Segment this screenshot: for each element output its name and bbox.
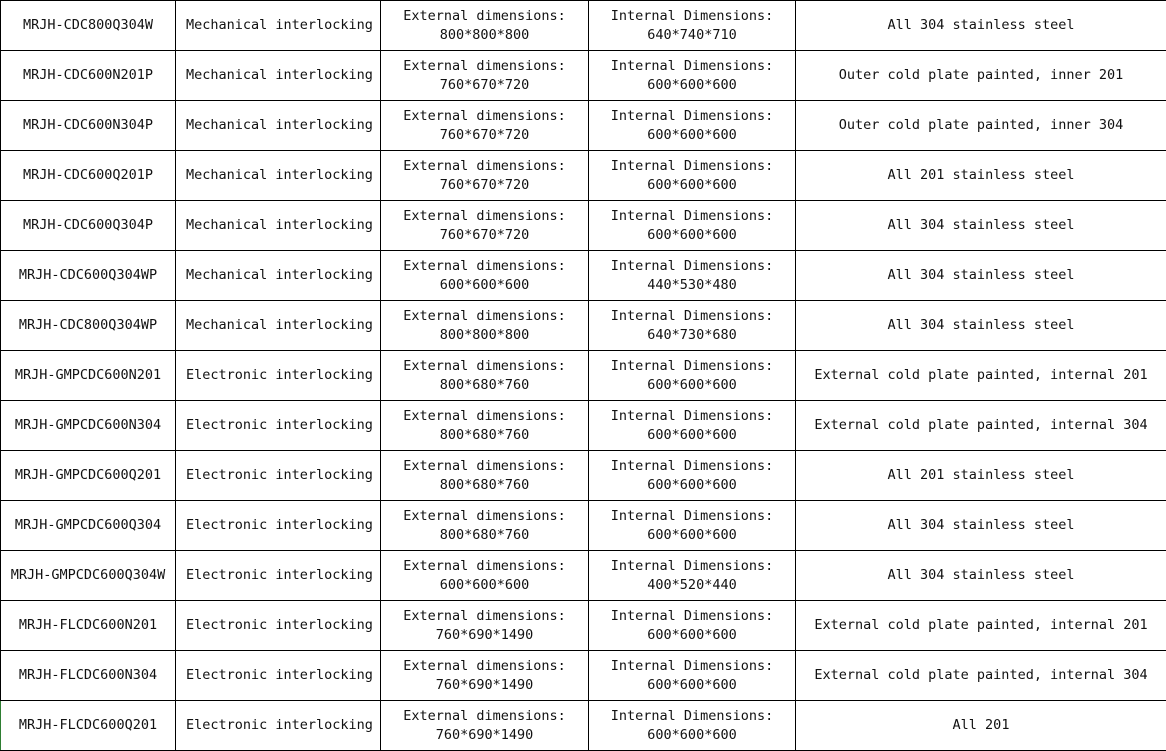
external-dimensions-label: External dimensions: — [403, 107, 566, 124]
external-dimensions-label: External dimensions: — [403, 457, 566, 474]
external-dimensions-cell — [381, 701, 589, 751]
external-dimensions-cell — [381, 451, 589, 501]
table-row — [1, 1, 1166, 51]
internal-dimensions-cell — [589, 201, 796, 251]
model-cell: MRJH-GMPCDC600N304 — [1, 401, 176, 451]
model-cell: MRJH-GMPCDC600N201 — [1, 351, 176, 401]
external-dimensions-label: External dimensions: — [403, 657, 566, 674]
external-dimensions-value: 760*690*1490 — [435, 626, 534, 643]
external-dimensions-label: External dimensions: — [403, 7, 566, 24]
model-cell: MRJH-CDC800Q304W — [1, 1, 176, 51]
material-cell: All 304 stainless steel — [796, 201, 1166, 251]
external-dimensions-label: External dimensions: — [403, 357, 566, 374]
internal-dimensions-value: 640*740*710 — [647, 26, 737, 43]
table-row — [1, 51, 1166, 101]
external-dimensions-value: 800*680*760 — [439, 476, 530, 493]
external-dimensions-value: 600*600*600 — [439, 276, 530, 293]
external-dimensions-cell — [381, 401, 589, 451]
internal-dimensions-cell — [589, 51, 796, 101]
external-dimensions-value: 760*670*720 — [439, 226, 530, 243]
external-dimensions-label: External dimensions: — [403, 157, 566, 174]
table-row — [1, 701, 1166, 751]
external-dimensions-value: 760*690*1490 — [435, 676, 534, 693]
internal-dimensions-label: Internal Dimensions: — [610, 657, 774, 674]
table-row — [1, 351, 1166, 401]
internal-dimensions-label: Internal Dimensions: — [610, 157, 774, 174]
external-dimensions-value: 800*800*800 — [439, 326, 530, 343]
model-cell: MRJH-CDC600Q304P — [1, 201, 176, 251]
model-cell: MRJH-GMPCDC600Q304W — [1, 551, 176, 601]
interlock-cell: Mechanical interlocking — [176, 151, 381, 201]
internal-dimensions-cell — [589, 1, 796, 51]
model-cell: MRJH-FLCDC600N201 — [1, 601, 176, 651]
material-cell: All 304 stainless steel — [796, 501, 1166, 551]
internal-dimensions-value: 600*600*600 — [647, 376, 737, 393]
interlock-cell: Electronic interlocking — [176, 451, 381, 501]
table-row — [1, 301, 1166, 351]
internal-dimensions-value: 600*600*600 — [647, 126, 737, 143]
internal-dimensions-label: Internal Dimensions: — [610, 557, 774, 574]
material-cell: All 304 stainless steel — [796, 251, 1166, 301]
interlock-cell: Mechanical interlocking — [176, 51, 381, 101]
internal-dimensions-value: 600*600*600 — [647, 526, 737, 543]
interlock-cell: Electronic interlocking — [176, 401, 381, 451]
material-cell: Outer cold plate painted, inner 201 — [796, 51, 1166, 101]
interlock-cell: Mechanical interlocking — [176, 251, 381, 301]
material-cell: External cold plate painted, internal 304 — [796, 401, 1166, 451]
external-dimensions-label: External dimensions: — [403, 407, 566, 424]
internal-dimensions-label: Internal Dimensions: — [610, 107, 774, 124]
internal-dimensions-cell — [589, 401, 796, 451]
internal-dimensions-value: 600*600*600 — [647, 176, 737, 193]
internal-dimensions-value: 600*600*600 — [647, 476, 737, 493]
material-cell: All 304 stainless steel — [796, 551, 1166, 601]
external-dimensions-cell — [381, 51, 589, 101]
table-row — [1, 651, 1166, 701]
model-cell: MRJH-CDC600Q201P — [1, 151, 176, 201]
model-cell: MRJH-CDC600Q304WP — [1, 251, 176, 301]
external-dimensions-value: 800*680*760 — [439, 376, 530, 393]
internal-dimensions-label: Internal Dimensions: — [610, 457, 774, 474]
model-cell: MRJH-FLCDC600Q201 — [1, 701, 176, 751]
model-cell: MRJH-CDC600N201P — [1, 51, 176, 101]
internal-dimensions-value: 600*600*600 — [647, 426, 737, 443]
interlock-cell: Mechanical interlocking — [176, 101, 381, 151]
internal-dimensions-cell — [589, 451, 796, 501]
external-dimensions-label: External dimensions: — [403, 307, 566, 324]
internal-dimensions-cell — [589, 701, 796, 751]
table-row — [1, 451, 1166, 501]
material-cell: All 304 stainless steel — [796, 1, 1166, 51]
model-cell: MRJH-GMPCDC600Q201 — [1, 451, 176, 501]
internal-dimensions-cell — [589, 651, 796, 701]
external-dimensions-cell — [381, 151, 589, 201]
internal-dimensions-cell — [589, 101, 796, 151]
external-dimensions-value: 800*680*760 — [439, 526, 530, 543]
external-dimensions-label: External dimensions: — [403, 257, 566, 274]
table-row — [1, 551, 1166, 601]
internal-dimensions-label: Internal Dimensions: — [610, 407, 774, 424]
external-dimensions-label: External dimensions: — [403, 607, 566, 624]
model-cell: MRJH-GMPCDC600Q304 — [1, 501, 176, 551]
external-dimensions-cell — [381, 101, 589, 151]
external-dimensions-cell — [381, 301, 589, 351]
table-row — [1, 251, 1166, 301]
internal-dimensions-value: 440*530*480 — [647, 276, 737, 293]
interlock-cell: Mechanical interlocking — [176, 301, 381, 351]
model-cell: MRJH-CDC800Q304WP — [1, 301, 176, 351]
interlock-cell: Electronic interlocking — [176, 501, 381, 551]
interlock-cell: Electronic interlocking — [176, 651, 381, 701]
table-row — [1, 601, 1166, 651]
table-row — [1, 151, 1166, 201]
material-cell: External cold plate painted, internal 201 — [796, 351, 1166, 401]
external-dimensions-label: External dimensions: — [403, 507, 566, 524]
material-cell: All 201 stainless steel — [796, 151, 1166, 201]
internal-dimensions-label: Internal Dimensions: — [610, 507, 774, 524]
interlock-cell: Electronic interlocking — [176, 601, 381, 651]
internal-dimensions-value: 600*600*600 — [647, 676, 737, 693]
internal-dimensions-label: Internal Dimensions: — [610, 57, 774, 74]
internal-dimensions-value: 600*600*600 — [647, 726, 737, 743]
external-dimensions-label: External dimensions: — [403, 707, 566, 724]
internal-dimensions-cell — [589, 301, 796, 351]
material-cell: External cold plate painted, internal 304 — [796, 651, 1166, 701]
external-dimensions-label: External dimensions: — [403, 207, 566, 224]
material-cell: All 201 stainless steel — [796, 451, 1166, 501]
internal-dimensions-label: Internal Dimensions: — [610, 207, 774, 224]
internal-dimensions-label: Internal Dimensions: — [610, 257, 774, 274]
internal-dimensions-value: 600*600*600 — [647, 626, 737, 643]
table-row — [1, 401, 1166, 451]
table-row — [1, 201, 1166, 251]
table-row — [1, 501, 1166, 551]
model-cell: MRJH-FLCDC600N304 — [1, 651, 176, 701]
material-cell: All 304 stainless steel — [796, 301, 1166, 351]
internal-dimensions-cell — [589, 501, 796, 551]
model-cell: MRJH-CDC600N304P — [1, 101, 176, 151]
internal-dimensions-value: 600*600*600 — [647, 76, 737, 93]
internal-dimensions-cell — [589, 151, 796, 201]
external-dimensions-label: External dimensions: — [403, 557, 566, 574]
interlock-cell: Mechanical interlocking — [176, 201, 381, 251]
external-dimensions-value: 760*690*1490 — [435, 726, 534, 743]
material-cell: Outer cold plate painted, inner 304 — [796, 101, 1166, 151]
external-dimensions-value: 600*600*600 — [439, 576, 530, 593]
internal-dimensions-cell — [589, 551, 796, 601]
spec-table-body — [1, 1, 1166, 751]
interlock-cell: Mechanical interlocking — [176, 1, 381, 51]
external-dimensions-cell — [381, 501, 589, 551]
internal-dimensions-value: 640*730*680 — [647, 326, 737, 343]
external-dimensions-value: 760*670*720 — [439, 76, 530, 93]
external-dimensions-value: 800*800*800 — [439, 26, 530, 43]
material-cell: All 201 — [796, 701, 1166, 751]
internal-dimensions-label: Internal Dimensions: — [610, 707, 774, 724]
internal-dimensions-cell — [589, 251, 796, 301]
external-dimensions-value: 800*680*760 — [439, 426, 530, 443]
table-row — [1, 101, 1166, 151]
external-dimensions-cell — [381, 551, 589, 601]
internal-dimensions-cell — [589, 351, 796, 401]
internal-dimensions-value: 600*600*600 — [647, 226, 737, 243]
external-dimensions-cell — [381, 201, 589, 251]
external-dimensions-cell — [381, 1, 589, 51]
external-dimensions-value: 760*670*720 — [439, 176, 530, 193]
interlock-cell: Electronic interlocking — [176, 551, 381, 601]
external-dimensions-cell — [381, 601, 589, 651]
material-cell: External cold plate painted, internal 201 — [796, 601, 1166, 651]
external-dimensions-cell — [381, 251, 589, 301]
internal-dimensions-label: Internal Dimensions: — [610, 307, 774, 324]
interlock-cell: Electronic interlocking — [176, 701, 381, 751]
external-dimensions-cell — [381, 351, 589, 401]
internal-dimensions-cell — [589, 601, 796, 651]
external-dimensions-label: External dimensions: — [403, 57, 566, 74]
external-dimensions-value: 760*670*720 — [439, 126, 530, 143]
interlock-cell: Electronic interlocking — [176, 351, 381, 401]
internal-dimensions-label: Internal Dimensions: — [610, 357, 774, 374]
internal-dimensions-label: Internal Dimensions: — [610, 607, 774, 624]
internal-dimensions-value: 400*520*440 — [647, 576, 737, 593]
internal-dimensions-label: Internal Dimensions: — [610, 7, 774, 24]
external-dimensions-cell — [381, 651, 589, 701]
